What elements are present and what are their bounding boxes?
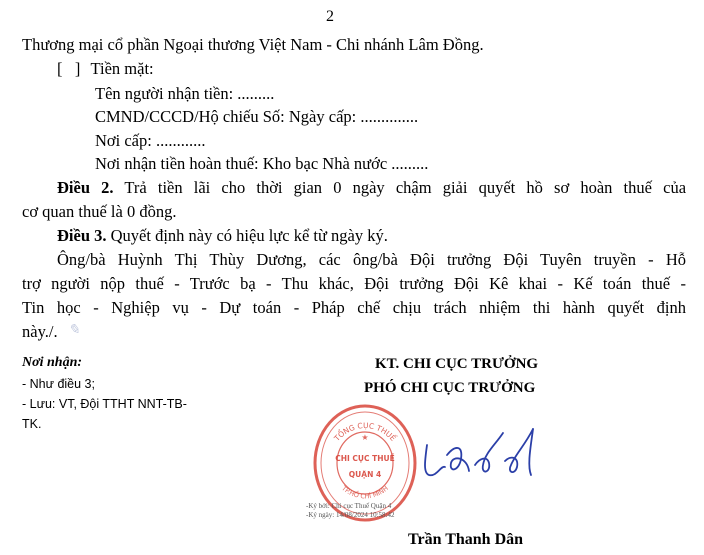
article-3-text: Quyết định này có hiệu lực kể từ ngày ký. bbox=[110, 226, 388, 245]
handwritten-signature bbox=[415, 415, 565, 495]
stamp-top-text: TỔNG CỤC THUẾ bbox=[332, 420, 398, 443]
responsibility-line-1: Ông/bà Huỳnh Thị Thùy Dương, các ông/bà Đội trưởng Đội Tuyên truyền - Hỗ bbox=[57, 250, 686, 269]
article-2-title: Điều 2. bbox=[57, 178, 114, 197]
signature-title-1: KT. CHI CỤC TRƯỞNG bbox=[375, 356, 539, 372]
star-icon: ★ bbox=[361, 433, 369, 442]
receiver-name: Tên người nhận tiền: ......... bbox=[95, 84, 275, 103]
signature-title-2: PHÓ CHI CỤC TRƯỞNG bbox=[364, 380, 536, 396]
stamp-bottom-text: TP.HỒ CHÍ MINH bbox=[340, 484, 390, 501]
responsibility-line-3: Tin học - Nghiệp vụ - Dự toán - Pháp chế chịu trách nhiệm thi hành quyết định bbox=[22, 298, 686, 317]
cash-checkbox: [ ] bbox=[57, 59, 81, 78]
issue-place: Nơi cấp: ............ bbox=[95, 131, 206, 150]
recipient-item-3: TK. bbox=[22, 417, 42, 431]
recipients-title: Nơi nhận: bbox=[22, 355, 83, 370]
id-card: CMND/CCCD/Hộ chiếu Số: Ngày cấp: .............. bbox=[95, 107, 419, 126]
signer-name: Trần Thanh Dân bbox=[408, 531, 524, 548]
stamp-center-1: CHI CỤC THUẾ bbox=[335, 454, 395, 463]
refund-place: Nơi nhận tiền hoàn thuế: Kho bạc Nhà nước ......... bbox=[95, 154, 429, 173]
article-3-title: Điều 3. bbox=[57, 226, 107, 245]
responsibility-line-2: trợ người nộp thuế - Trước bạ - Thu khác, Đội trưởng Đội Kê khai - Kế toán thuế - bbox=[22, 274, 686, 293]
page-number: 2 bbox=[326, 8, 334, 25]
article-2-text: Trả tiền lãi cho thời gian 0 ngày chậm giải quyết hồ sơ hoàn thuế của bbox=[124, 178, 687, 197]
stamp-center-2: QUẬN 4 bbox=[348, 470, 382, 479]
digital-signed-by: -Ký bởi: Chi cục Thuế Quận 4 bbox=[306, 502, 392, 510]
article-2-cont: cơ quan thuế là 0 đồng. bbox=[22, 202, 177, 221]
body-line-1: Thương mại cổ phần Ngoại thương Việt Nam - Chi nhánh Lâm Đồng. bbox=[22, 35, 484, 54]
article-2 bbox=[57, 178, 686, 198]
cash-option bbox=[57, 59, 154, 79]
responsibility-line-4: này./. bbox=[22, 322, 58, 341]
digital-signed-date: -Ký ngày: 14/08/2024 10:58:42 bbox=[306, 511, 395, 519]
recipient-item-2: - Lưu: VT, Đội TTHT NNT-TB- bbox=[22, 397, 187, 411]
recipient-item-1: - Như điều 3; bbox=[22, 377, 95, 391]
faint-watermark-mark: ✎ bbox=[68, 323, 80, 338]
svg-text:TP.HỒ CHÍ MINH bbox=[339, 484, 390, 501]
cash-label: Tiền mặt: bbox=[90, 59, 154, 78]
article-3 bbox=[57, 226, 388, 246]
